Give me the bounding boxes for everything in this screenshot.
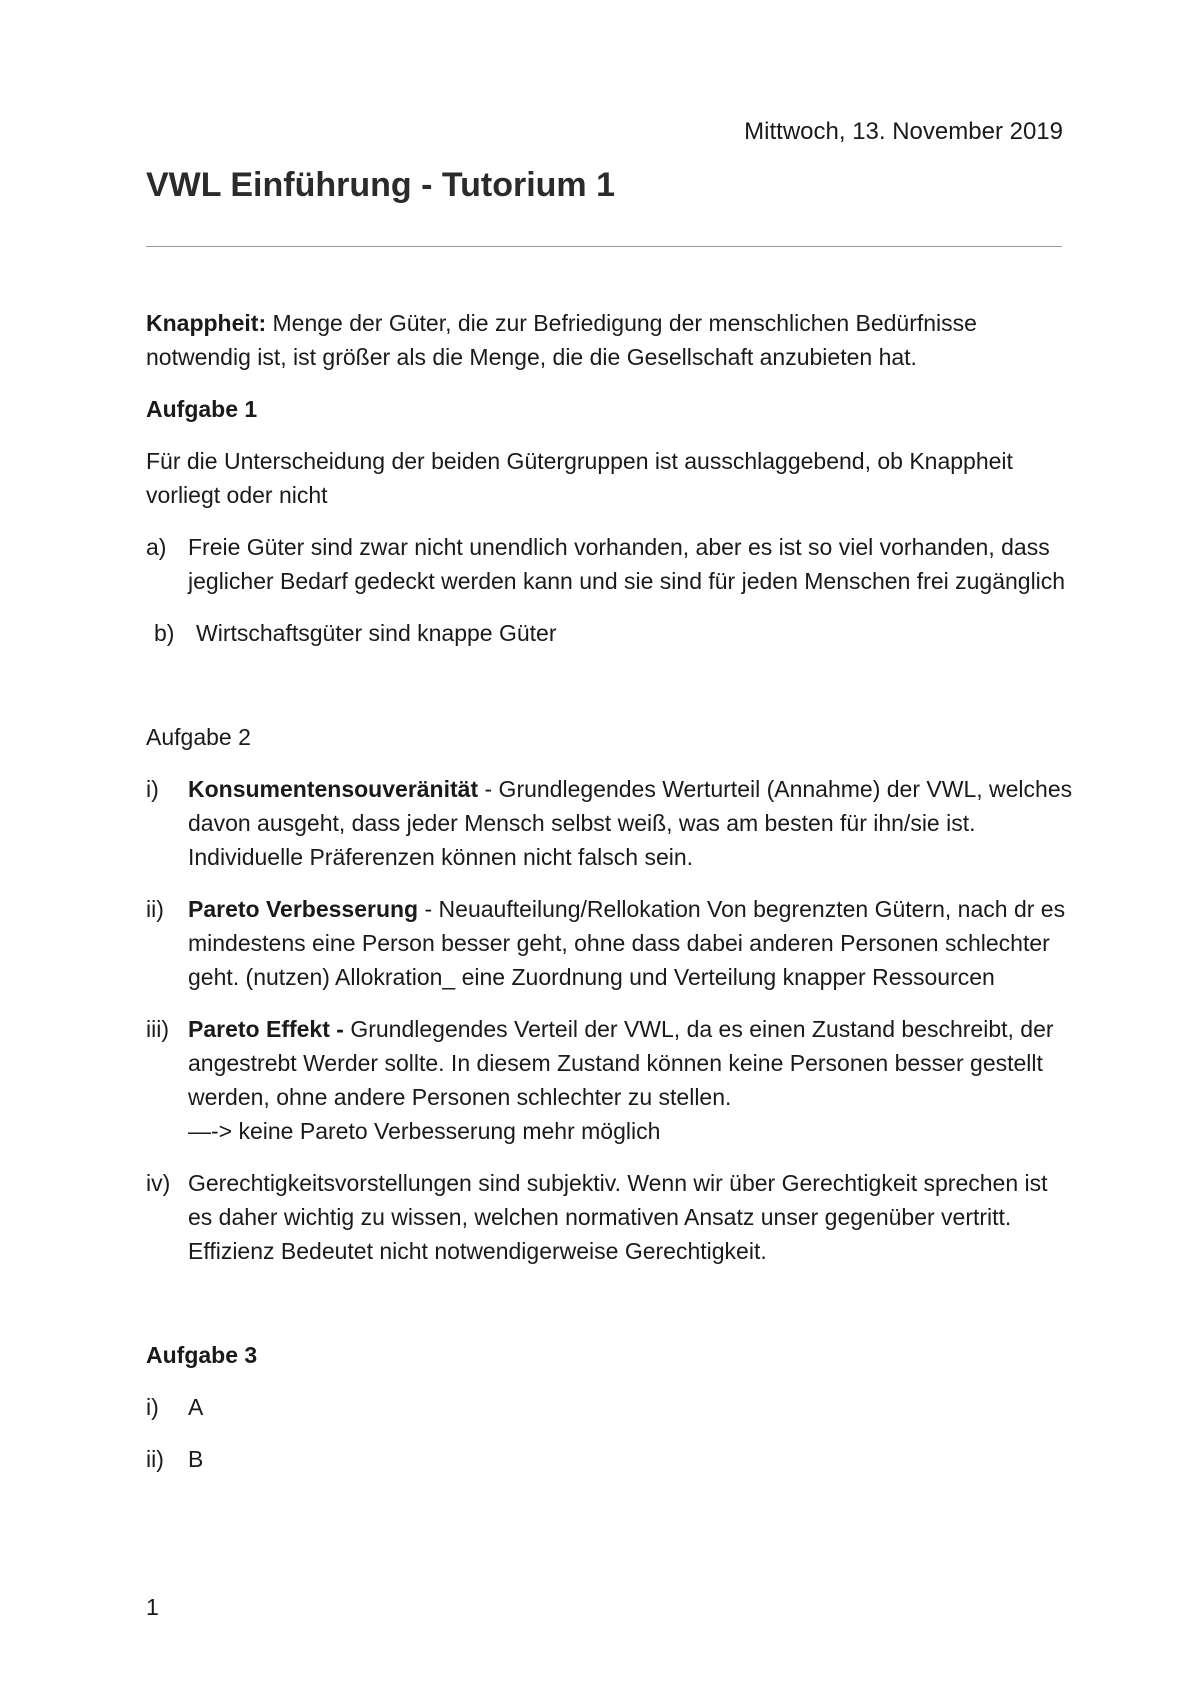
list-label: iv): [146, 1170, 171, 1196]
term: Pareto Effekt -: [188, 1016, 351, 1042]
document-title: VWL Einführung - Tutorium 1: [146, 166, 616, 204]
aufgabe-2-item-i: [146, 772, 1076, 874]
list-text: [188, 1012, 1076, 1148]
term: Pareto Verbesserung: [188, 896, 419, 922]
aufgabe-2-heading: Aufgabe 2: [146, 724, 251, 750]
list-text: A: [188, 1394, 204, 1420]
list-text: Wirtschaftsgüter sind knappe Güter: [196, 620, 557, 646]
aufgabe-3-item-ii: [146, 1442, 1076, 1476]
list-text: Gerechtigkeitsvorstellungen sind subjektiv. Wenn wir über Gerechtigkeit sprechen ist es daher wichtig zu wissen, welchen normativen Ansatz unser gegenüber vertritt. Effizienz Bedeutet nicht notwendigerweise Gerechtigkeit.: [188, 1170, 1048, 1264]
definition: - Grundlegendes Werturteil (Annahme) der VWL, welches davon ausgeht, dass jeder Mensch selbst weiß, was am besten für ihn/sie ist. Individuelle Präferenzen können nicht falsch sein.: [188, 776, 1073, 870]
title-divider: [146, 246, 1062, 247]
aufgabe-3-item-i: [146, 1390, 1076, 1424]
aufgabe-1-heading: Aufgabe 1: [146, 396, 258, 422]
list-label: iii): [146, 1016, 169, 1042]
list-label: i): [146, 776, 159, 802]
list-label: b): [154, 620, 175, 646]
definition: - Neuaufteilung/Rellokation Von begrenzten Gütern, nach dr es mindestens eine Person besser geht, ohne dass dabei anderen Personen schlechter geht. (nutzen) Allokration_ eine Zuordnung und Verteilung knapper Ressourcen: [188, 896, 1066, 990]
term: Konsumentensouveränität: [188, 776, 479, 802]
page-number: 1: [146, 1594, 159, 1620]
knappheit-term: Knappheit:: [146, 310, 267, 336]
list-text: Freie Güter sind zwar nicht unendlich vorhanden, aber es ist so viel vorhanden, dass jeglicher Bedarf gedeckt werden kann und sie sind für jeden Menschen frei zugänglich: [188, 534, 1066, 594]
conclusion: —-> keine Pareto Verbesserung mehr möglich: [188, 1118, 661, 1144]
list-text: B: [188, 1446, 204, 1472]
aufgabe-2-item-iv: [146, 1166, 1076, 1268]
aufgabe-2-item-iii: [146, 1012, 1076, 1148]
aufgabe-1-intro: Für die Unterscheidung der beiden Gütergruppen ist ausschlaggebend, ob Knappheit vorliegt oder nicht: [146, 448, 1013, 508]
aufgabe-3-heading: Aufgabe 3: [146, 1342, 258, 1368]
list-text: [188, 892, 1076, 994]
aufgabe-1-item-b: [146, 616, 1076, 650]
list-label: ii): [146, 1446, 164, 1472]
list-label: ii): [146, 896, 164, 922]
definition: Grundlegendes Verteil der VWL, da es einen Zustand beschreibt, der angestrebt Werder sollte. In diesem Zustand können keine Personen besser gestellt werden, ohne andere Personen schlechter zu stellen.: [188, 1016, 1054, 1110]
list-label: i): [146, 1394, 159, 1420]
aufgabe-2-item-ii: [146, 892, 1076, 994]
document-date: Mittwoch, 13. November 2019: [744, 118, 1063, 145]
list-label: a): [146, 534, 167, 560]
aufgabe-1-item-a: [146, 530, 1076, 598]
list-text: [188, 772, 1076, 874]
document-body: [146, 306, 1076, 1494]
knappheit-text: Menge der Güter, die zur Befriedigung der menschlichen Bedürfnisse notwendig ist, ist größer als die Menge, die die Gesellschaft anzubieten hat.: [146, 310, 977, 370]
knappheit-definition: [146, 306, 1076, 374]
